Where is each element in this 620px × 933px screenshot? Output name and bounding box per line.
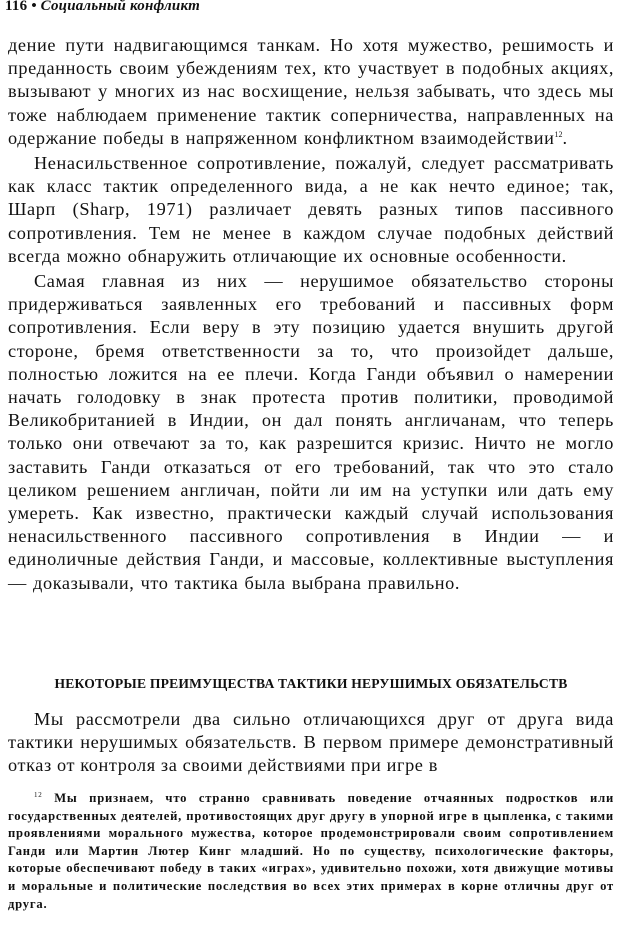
paragraph-3: Самая главная из них — нерушимое обязательство стороны придерживаться заявленных его требований и пассивных форм сопротивления. Если веру в эту позицию удается внушить другой стороне, бремя ответственности за то, что произойдет дальше, полностью ложится на ее плечи. Когда Ганди объявил о намерении начать голодовку в знак протеста против политики, проводимой Великобританией в Индии, он дал понять англичанам, что теперь только они отвечают за то, как разрешится кризис. Ничто не могло заставить Ганди отказаться от его требований, так что это стало целиком решением англичан, пойти ли им на уступки или дать ему умереть. Как известно, практически каждый случай использования ненасильственного пассивного сопротивления в Индии — и единоличные действия Ганди, и массовые, коллективные выступления — доказывали, что тактика была выбрана правильно. [8, 271, 614, 593]
footnote-paragraph [8, 790, 614, 913]
paragraph-1-text: дение пути надвигающимся танкам. Но хотя мужество, решимость и преданность своим убеждениям тех, кто участвует в подобных акциях, вызывают у многих из нас восхищение, нельзя забывать, что здесь мы тоже наблюдаем применение тактик соперничества, направленных на одержание победы в напряженном конфликтном взаимодействии [8, 35, 614, 148]
footnote-text: Мы признаем, что странно сравнивать поведение отчаянных подростков или государственных деятелей, противостоящих друг другу в упорной игре в цыпленка, с такими проявлениями морального мужества, которое продемонстрировали своим сопротивлением Ганди или Мартин Лютер Кинг младший. Но по существу, психологические факторы, которые обеспечивают победу в таких «играх», удивительно похожи, хотя движущие мотивы и моральные и политические последствия во всех этих примерах в корне отличны друг от друга. [8, 791, 615, 911]
section-paragraph: Мы рассмотрели два сильно отличающихся друг от друга вида тактики нерушимых обязательств. В первом примере демонстративный отказ от контроля за своими действиями при игре в [8, 709, 614, 776]
footnote-reference: 12 [554, 129, 563, 139]
header-separator: • [31, 0, 37, 14]
section-text [8, 708, 614, 778]
footnote [8, 790, 614, 913]
running-header [5, 0, 200, 15]
paragraph-1 [8, 34, 614, 150]
paragraph-1-end: . [562, 127, 568, 148]
page-number: 116 [5, 0, 28, 14]
main-text [8, 34, 614, 595]
section-heading: НЕКОТОРЫЕ ПРЕИМУЩЕСТВА ТАКТИКИ НЕРУШИМЫХ ОБЯЗАТЕЛЬСТВ [54, 676, 568, 691]
book-title: Социальный конфликт [40, 0, 200, 14]
paragraph-2: Ненасильственное сопротивление, пожалуй, следует рассматривать как класс тактик определенного вида, а не как нечто единое; так, Шарп (Sharp, 1971) различает девять разных типов пассивного сопротивления. Тем не менее в каждом случае подобных действий всегда можно обнаружить отличающие их основные особенности. [8, 153, 614, 266]
footnote-mark: 12 [34, 790, 43, 799]
